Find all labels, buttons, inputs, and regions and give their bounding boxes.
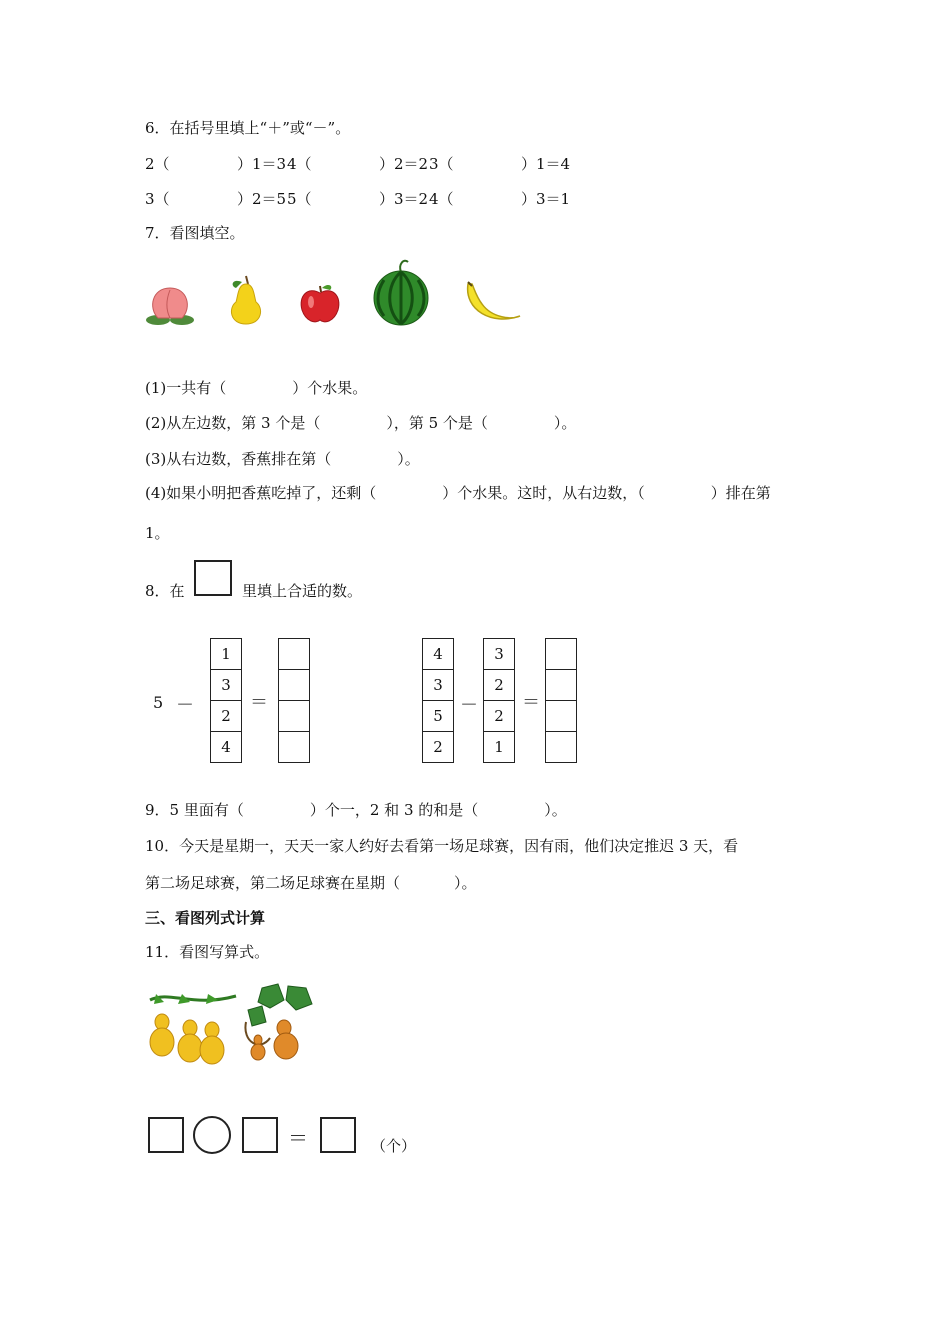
q8-right2-cell: 2 xyxy=(483,669,515,701)
gourd-vine-icon xyxy=(146,988,238,1068)
q8-answer-cell[interactable] xyxy=(545,638,577,670)
q6-r2-d: ）3＝2 xyxy=(379,190,429,208)
q10-line2-a: 第二场足球赛，第二场足球赛在星期（ xyxy=(145,874,401,892)
q11-answer-box[interactable] xyxy=(320,1117,356,1153)
q8-answer-cell[interactable] xyxy=(278,700,310,732)
q10-line2-b: ）。 xyxy=(454,874,477,892)
q9-b: ）个一，2 和 3 的和是（ xyxy=(309,801,479,819)
q7-p3 xyxy=(145,449,420,469)
q8-right1-cell: 5 xyxy=(422,700,454,732)
q8-answer-cell[interactable] xyxy=(545,731,577,763)
q8-left-minuend: 5 xyxy=(153,693,164,712)
q8-answer-cell[interactable] xyxy=(278,669,310,701)
q7-p1-b: ）个水果。 xyxy=(292,379,368,397)
q7-p4b: 1。 xyxy=(145,524,170,542)
q8-left-col xyxy=(210,638,242,763)
q8-right-minus: － xyxy=(460,695,478,716)
section-3-heading: 三、看图列式计算 xyxy=(145,909,266,927)
q8-right2-cell: 3 xyxy=(483,638,515,670)
q8-right-answer-col xyxy=(545,638,577,763)
apple-icon xyxy=(296,278,344,326)
q7-p1-a: (1)一共有（ xyxy=(145,379,227,397)
gourd-leaves-icon xyxy=(240,982,318,1062)
q7-p4 xyxy=(145,483,771,503)
q8-left-cell: 3 xyxy=(210,669,242,701)
q7-p2-c: ）。 xyxy=(553,414,577,432)
q6-r1-e: 3（ xyxy=(429,155,454,173)
q11-operator-circle[interactable] xyxy=(193,1116,231,1154)
q7-p4-b: ）个水果。这时，从右边数，（ xyxy=(442,484,645,502)
q6-title: 6．在括号里填上“＋”或“－”。 xyxy=(145,119,351,137)
watermelon-icon xyxy=(372,256,430,328)
q11-box-1[interactable] xyxy=(148,1117,184,1153)
peach-icon xyxy=(144,282,196,328)
q7-p2-b: ），第 5 个是（ xyxy=(386,414,488,432)
q11-title: 11．看图写算式。 xyxy=(145,943,270,961)
q8-right1-cell: 4 xyxy=(422,638,454,670)
q8-answer-cell[interactable] xyxy=(278,731,310,763)
q7-p4-a: (4)如果小明把香蕉吃掉了，还剩（ xyxy=(145,484,377,502)
q11-equals: ＝ xyxy=(288,1126,308,1150)
q6-r2-e: 4（ xyxy=(429,190,454,208)
q6-r2-c: 5（ xyxy=(287,190,312,208)
q6-r1-c: 4（ xyxy=(287,155,312,173)
q8-title-a: 8．在 xyxy=(145,582,185,600)
q7-p3-b: ）。 xyxy=(397,450,420,468)
q6-row1 xyxy=(145,154,570,174)
banana-icon xyxy=(462,280,524,326)
q6-r2-b: ）2＝5 xyxy=(237,190,287,208)
q11-unit: （个） xyxy=(371,1137,417,1155)
q8-answer-cell[interactable] xyxy=(545,700,577,732)
q9-a: 9．5 里面有（ xyxy=(145,801,244,819)
q6-row2 xyxy=(145,189,570,209)
q9 xyxy=(145,800,567,820)
q10-line2 xyxy=(145,873,477,893)
q8-answer-cell[interactable] xyxy=(545,669,577,701)
q6-r1-f: ）1＝4 xyxy=(521,155,571,173)
q8-right2-cell: 1 xyxy=(483,731,515,763)
q10-line1: 10．今天是星期一，天天一家人约好去看第一场足球赛，因有雨，他们决定推迟 3 天，看 xyxy=(145,837,739,855)
q8-right1-cell: 3 xyxy=(422,669,454,701)
q7-p2 xyxy=(145,413,576,433)
q7-p4-c: ）排在第 xyxy=(710,484,771,502)
pear-icon xyxy=(222,272,270,328)
q8-right-col1 xyxy=(422,638,454,763)
q9-c: ）。 xyxy=(544,801,567,819)
q8-left-minus: － xyxy=(176,695,194,716)
q8-left-equals: ＝ xyxy=(250,692,268,713)
q8-right1-cell: 2 xyxy=(422,731,454,763)
q8-answer-cell[interactable] xyxy=(278,638,310,670)
q8-left-cell: 4 xyxy=(210,731,242,763)
q8-title-b: 里填上合适的数。 xyxy=(242,582,363,600)
q6-r1-a: 2（ xyxy=(145,155,170,173)
q7-p1 xyxy=(145,378,367,398)
q6-r1-d: ）2＝2 xyxy=(379,155,429,173)
q8-left-answer-col xyxy=(278,638,310,763)
q7-p3-a: (3)从右边数，香蕉排在第（ xyxy=(145,450,332,468)
q8-right-col2 xyxy=(483,638,515,763)
q8-left-cell: 2 xyxy=(210,700,242,732)
q8-sample-box xyxy=(194,560,232,596)
q8-right-equals: ＝ xyxy=(522,692,540,713)
q6-r2-f: ）3＝1 xyxy=(521,190,571,208)
q8-right2-cell: 2 xyxy=(483,700,515,732)
q7-title: 7．看图填空。 xyxy=(145,224,245,242)
q6-r2-a: 3（ xyxy=(145,190,170,208)
q8-left-cell: 1 xyxy=(210,638,242,670)
q11-box-2[interactable] xyxy=(242,1117,278,1153)
q7-p2-a: (2)从左边数，第 3 个是（ xyxy=(145,414,321,432)
q6-r1-b: ）1＝3 xyxy=(237,155,287,173)
